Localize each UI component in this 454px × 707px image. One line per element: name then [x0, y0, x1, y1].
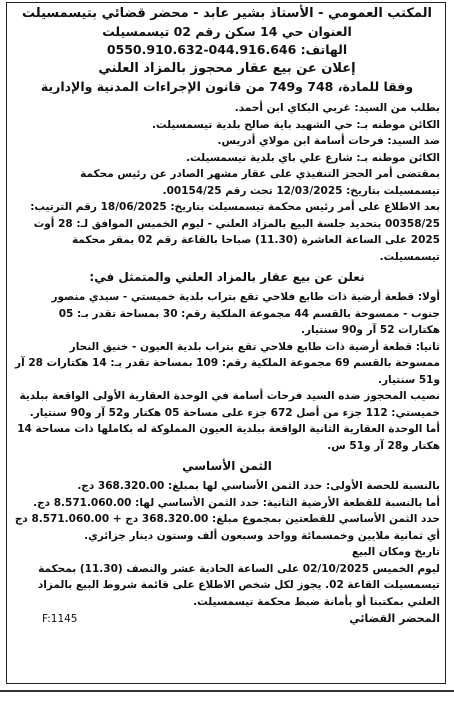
office-header: المكتب العمومي - الأستاذ بشير عابد - محضر قضائي بتيسمسيلت — [22, 6, 432, 21]
reference-code: F:1145 — [42, 612, 78, 625]
court-order: بعد الاطلاع على أمر رئيس محكمة تيسمسيلت بتاريخ: 18/06/2025 رقم الترتيب: — [30, 201, 440, 213]
seizure-order: بمقتضى أمر الحجز التنفيذي على عقار مشهر الصادر عن رئيس محكمة — [80, 168, 440, 180]
session-date: 00358/25 بتحديد جلسة البيع بالمزاد العلني - ليوم الخميس الموافق لـ: 28 أوت — [33, 217, 440, 230]
property-line: خميستي: 112 جزء من أصل 672 جزء على مساحة 05 هكتار و52 آر و90 سنتيار. — [29, 406, 440, 419]
footer-row — [14, 594, 440, 612]
office-address: العنوان حي 14 سكن رقم 02 تيسمسيلت — [102, 24, 352, 39]
property-line: جنوب - ممسوحة بالقسم 44 مجموعة الملكية رقم: 30 بمساحة تقدر بـ: 05 — [58, 307, 440, 320]
property-line: أما الوحدة العقارية الثانية الواقعة ببلدية العيون المملوكة له بكاملها ذات مساحة 14 — [17, 423, 440, 435]
session-time: 2025 على الساعة العاشرة (11.30) صباحا بالقاعة رقم 02 بمقر محكمة — [71, 234, 440, 246]
property-line: هكتار و28 آر و51 س. — [327, 439, 440, 452]
property-section-title: نعلن عن بيع عقار بالمزاد العلني والمتمثل في: — [89, 270, 365, 284]
seizure-order-date: تيسمسيلت بتاريخ: 12/03/2025 تحت رقم 00154/25. — [162, 184, 440, 197]
legal-announcement — [14, 4, 440, 630]
sale-date-title: تاريخ ومكان البيع — [351, 546, 440, 558]
office-phone: الهاتف: 044.916.646-0550.910.632 — [106, 42, 348, 57]
defendant-address: الكائن موطنه بـ: شارع علي باي بلدية تيسمسيلت. — [186, 151, 440, 164]
plaintiff-address: الكائن موطنه بـ: حي الشهيد باية صالح بلدية تيسمسيلت. — [152, 118, 440, 131]
property-line: ثانيا: قطعة أرضية ذات طابع فلاحي تقع بتراب بلدية العيون - خنيق النحار — [69, 340, 440, 353]
defendant: ضد السيد: فرحات أسامة ابن مولاي أدريس. — [217, 135, 440, 147]
property-line: أولا: قطعة أرضية ذات طابع فلاحي تقع بتراب بلدية خميستي - سيدي منصور — [51, 291, 440, 303]
announcement-title: إعلان عن بيع عقار محجوز بالمزاد العلني — [98, 61, 356, 76]
signature: المحضر القضائي — [349, 611, 440, 625]
property-line: و51 سنتيار. — [378, 373, 440, 386]
legal-basis: وفقا للمادة، 748 و749 من قانون الإجراءات المدنية والإدارية — [40, 79, 414, 94]
property-line: هكتارات 52 آر و90 سنتيار. — [300, 324, 440, 336]
price-line: أما بالنسبة للقطعة الأرضية الثانية: حدد الثمن الأساسي لها: 8.571.060.00 دج. — [33, 496, 440, 509]
price-line: حدد الثمن الأساسي للقطعتين بمجموع مبلغ: 368.320.00 دج + 8.571.060.00 دج — [14, 513, 440, 525]
price-line: بالنسبة للحصة الأولى: حدد الثمن الأساسي لها بمبلغ: 368.320.00 دج. — [77, 480, 440, 492]
bottom-divider — [0, 690, 454, 692]
signature-row — [14, 612, 440, 630]
closing-line: العلني بمكتبنا أو بأمانة ضبط محكمة تيسمسيلت. — [193, 595, 440, 608]
plaintiff: بطلب من السيد: غربي البكاي ابن أحمد. — [234, 102, 440, 114]
price-line: أي ثمانية ملايين وخمسمائة وواحد وسبعون ألف وستون دينار جزائري. — [84, 529, 440, 542]
property-line: ممسوحة بالقسم 69 مجموعة الملكية رقم: 109 بمساحة تقدر بـ: 14 هكتارات 28 آر — [15, 357, 440, 369]
property-line: نصيب المحجوز ضده السيد فرحات أسامة في الوحدة العقارية الأولى الواقعة ببلدية — [19, 390, 440, 402]
base-price-title: الثمن الأساسي — [182, 459, 272, 473]
sale-line: ليوم الخميس 02/10/2025 على الساعة الحادية عشر والنصف (11.30) بمحكمة — [38, 562, 440, 575]
session-place: تيسمسيلت. — [379, 250, 440, 263]
sale-line: تيسمسيلت القاعة 02. يجوز لكل شخص الاطلاع على قائمة شروط البيع بالمزاد — [37, 579, 440, 591]
